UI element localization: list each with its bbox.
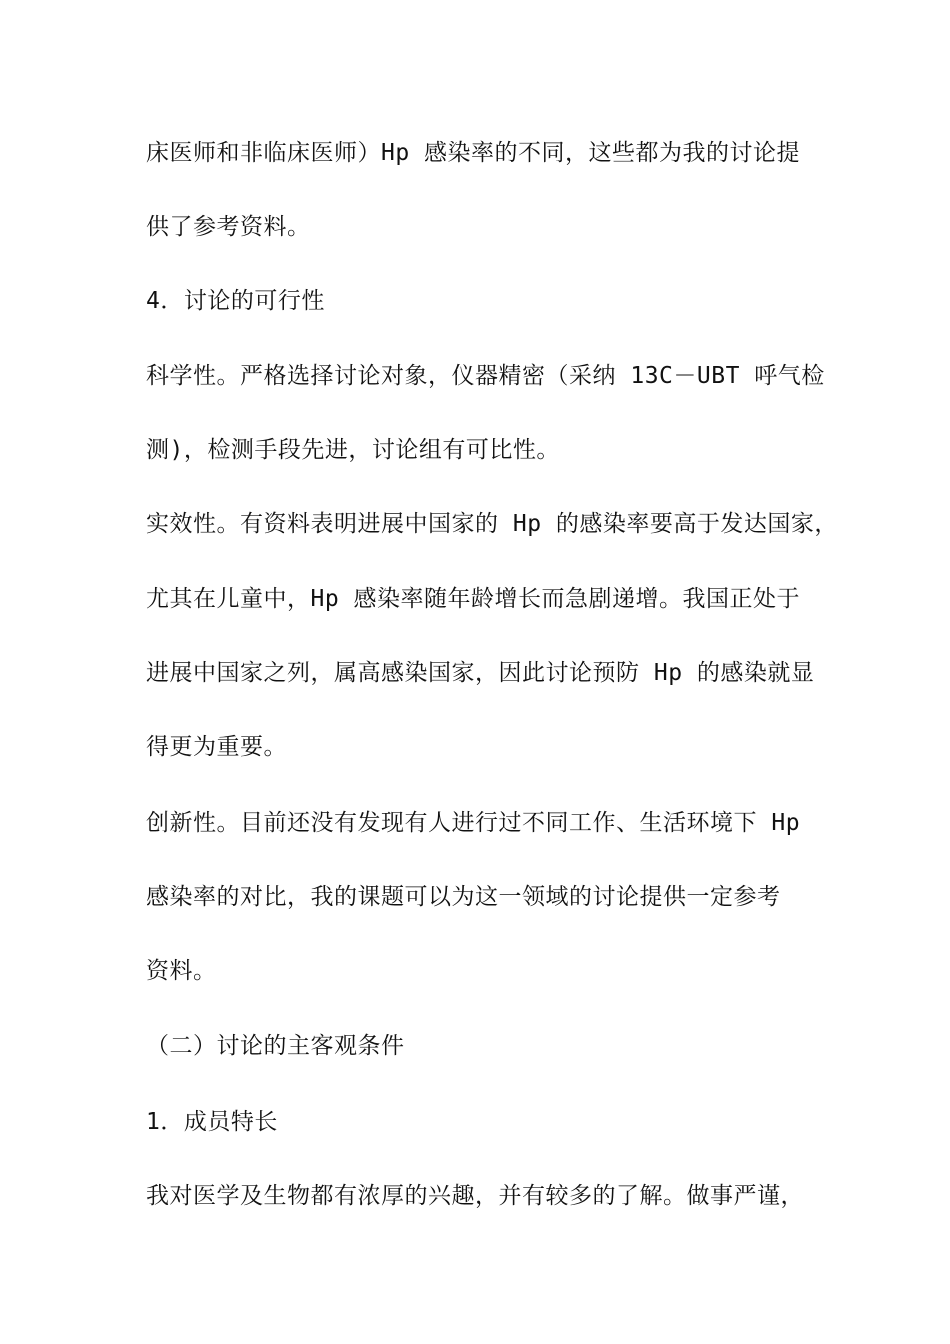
- text-line: 供了参考资料。: [146, 214, 311, 240]
- subsection-heading: 1．成员特长: [146, 1109, 278, 1135]
- section-heading: （二）讨论的主客观条件: [146, 1033, 405, 1059]
- text-line: 实效性。有资料表明进展中国家的 Hp 的感染率要高于发达国家，: [146, 511, 838, 537]
- text-line: 测)，检测手段先进，讨论组有可比性。: [146, 437, 560, 463]
- text-line: 得更为重要。: [146, 734, 287, 760]
- text-line: 创新性。目前还没有发现有人进行过不同工作、生活环境下 Hp: [146, 810, 801, 836]
- text-line: 床医师和非临床医师）Hp 感染率的不同，这些都为我的讨论提: [146, 140, 801, 166]
- text-line: 感染率的对比，我的课题可以为这一领域的讨论提供一定参考: [146, 884, 781, 910]
- text-line: 进展中国家之列，属高感染国家，因此讨论预防 Hp 的感染就显: [146, 660, 815, 686]
- text-line: 我对医学及生物都有浓厚的兴趣，并有较多的了解。做事严谨，: [146, 1183, 804, 1209]
- text-line: 尤其在儿童中，Hp 感染率随年龄增长而急剧递增。我国正处于: [146, 586, 801, 612]
- text-line: 资料。: [146, 958, 217, 984]
- text-line: 科学性。严格选择讨论对象，仪器精密（采纳 13C－UBT 呼气检: [146, 363, 825, 389]
- section-heading: 4．讨论的可行性: [146, 288, 325, 314]
